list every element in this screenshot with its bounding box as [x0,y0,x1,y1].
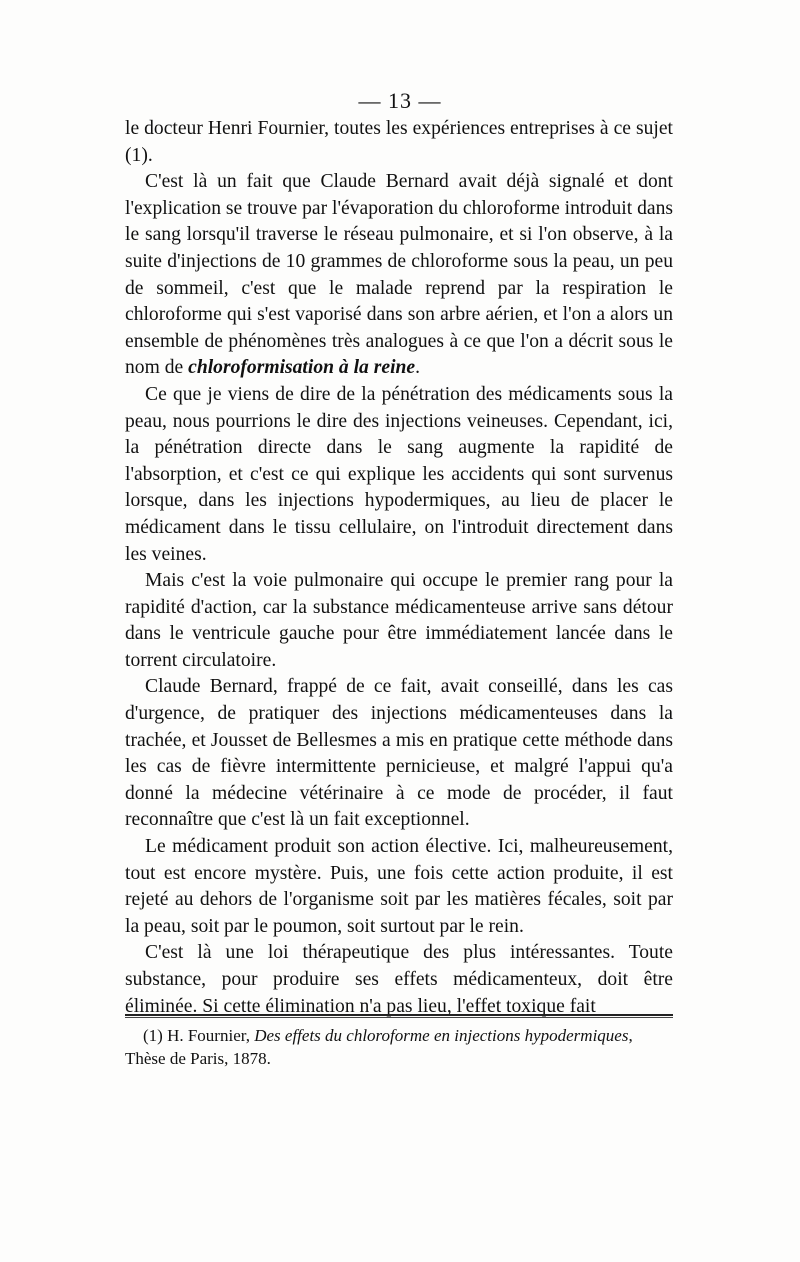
paragraph-2-text: C'est là un fait que Claude Bernard avait déjà signalé et dont l'explication se trouve par l'évaporation du chloroforme introduit dans le sang lorsqu'il traverse le réseau pulmonaire, et si l'on observe, à la suite d'injections de 10 grammes de chloroforme sous la peau, un peu de sommeil, c'est que le malade reprend par la respiration le chloroforme qui s'est vaporisé dans son arbre aérien, et l'on a alors un ensemble de phénomènes très analogues à ce que l'on a décrit sous le nom de [125,171,673,379]
paragraph-4-text: Mais c'est la voie pulmonaire qui occupe le premier rang pour la rapidité d'action, car la substance médicamenteuse arrive sans détour dans le ventricule gauche pour être immédiatement lancée dans le torrent circulatoire. [125,570,673,671]
paragraph-3-text: Ce que je viens de dire de la pénétration des médicaments sous la peau, nous pourrions le dire des injections veineuses. Cependant, ici, la pénétration directe dans le sang augmente la rapidité de l'absorption, et c'est ce qui explique les accidents qui sont survenus lorsque, dans les injections hypodermiques, au lieu de placer le médicament dans le tissu cellulaire, on l'introduit directement dans les veines. [125,383,673,565]
body-text [125,116,673,1020]
footnote-marker: (1) H. Fournier, [143,1026,255,1045]
paragraph-6 [125,834,673,940]
page-number: — 13 — [358,88,442,113]
paragraph-2 [125,169,673,382]
paragraph-2-tail: . [415,357,421,379]
paragraph-7 [125,940,673,1020]
footnote-divider [125,1014,673,1018]
paragraph-4 [125,568,673,674]
paragraph-3 [125,382,673,568]
footnote-after-title: , [628,1026,633,1045]
paragraph-7-text: C'est là une loi thérapeutique des plus intéressantes. Toute substance, pour produire ses effets médicamenteux, doit être éliminée. Si cette élimination n'a pas lieu, l'effet toxique fait [125,942,673,1017]
paragraph-6-text: Le médicament produit son action élective. Ici, malheureusement, tout est encore mystère. Puis, une fois cette action produite, il est rejeté au dehors de l'organisme soit par les matières fécales, soit par la peau, soit par le poumon, soit surtout par le rein. [125,836,673,937]
paragraph-2-italic-term: chloroformisation à la reine [188,357,416,379]
footnote-line-2: Thèse de Paris, 1878. [125,1049,271,1068]
paragraph-1 [125,116,673,169]
footnote-title: Des effets du chloroforme en injections hypodermiques [254,1026,629,1045]
footnote [125,1024,673,1070]
paragraph-5 [125,674,673,834]
paragraph-5-text: Claude Bernard, frappé de ce fait, avait conseillé, dans les cas d'urgence, de pratiquer des injections médicamenteuses dans la trachée, et Jousset de Bellesmes a mis en pratique cette méthode dans les cas de fièvre intermittente pernicieuse, et malgré l'appui qu'a donné la médecine vétérinaire à ce mode de procéder, il faut reconnaître que c'est là un fait exceptionnel. [125,676,673,831]
paragraph-1-text: le docteur Henri Fournier, toutes les expériences entreprises à ce sujet (1). [125,118,673,166]
footnote-line-1 [125,1024,673,1047]
